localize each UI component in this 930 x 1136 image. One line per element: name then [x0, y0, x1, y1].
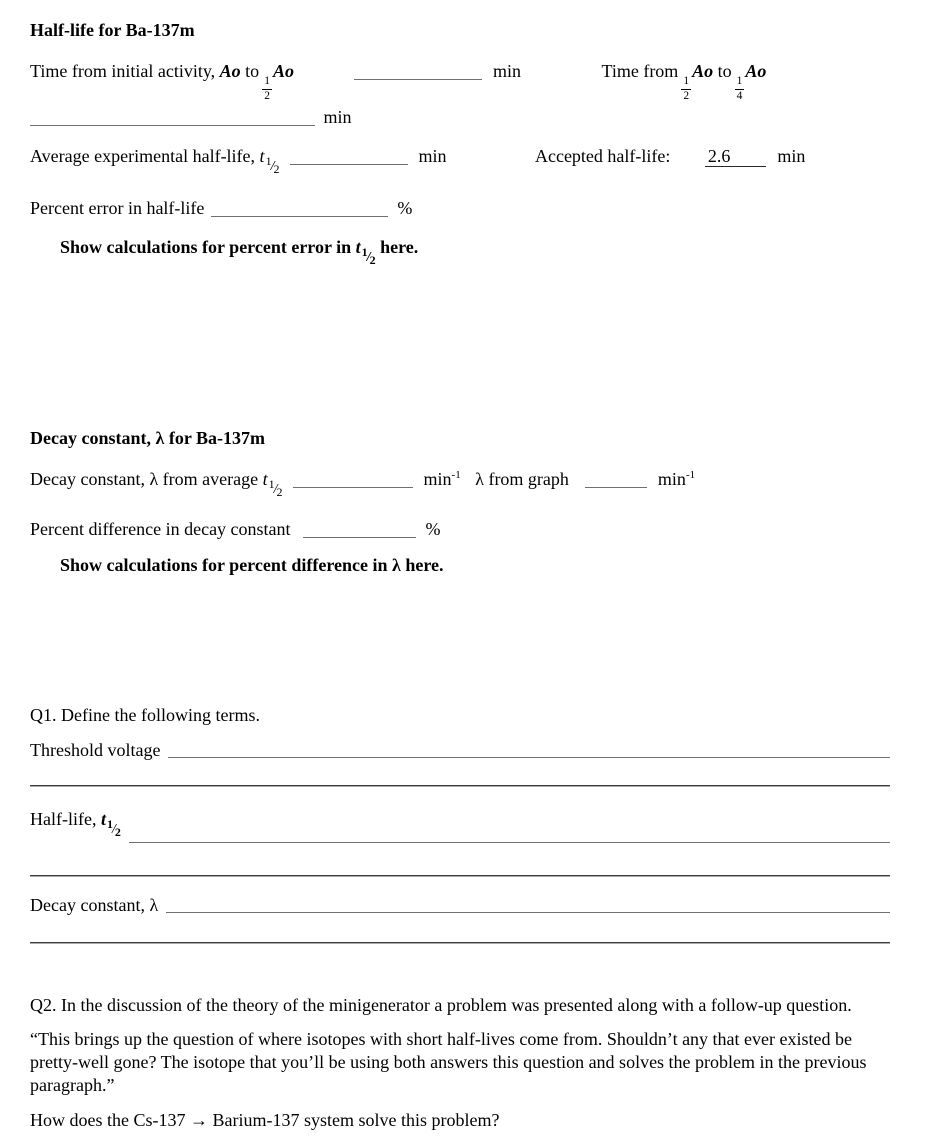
show-calc-percent-error: Show calculations for percent error in $t1_{/2}$ here. [60, 237, 419, 267]
fraction-one-half: $\frac{1}{2}$ [683, 75, 690, 102]
decay-constant-term-label: Decay constant, λ [30, 895, 159, 915]
avg-halflife-label: Average experimental half-life, [30, 146, 256, 166]
q1-title: Q1. Define the following terms. [30, 705, 260, 725]
blank-decay-from-avg[interactable] [293, 469, 413, 488]
min-inverse-unit: $\min^{-1}$ [423, 469, 461, 489]
lambda-from-graph-label: λ from graph [475, 469, 569, 489]
q1-decay-row [30, 894, 890, 916]
blank-time-to-half[interactable] [354, 61, 482, 80]
decay-constant-row [30, 462, 890, 505]
decay-from-avg-label: Decay constant, λ from average [30, 469, 259, 489]
time-half-to-quarter-label: Time from $\frac{1}{2}$ Ao to $\frac{1}{4}$ Ao [601, 61, 767, 102]
ao-symbol: Ao [745, 61, 767, 81]
halflife-section-heading: Half-life for Ba-137m [30, 20, 195, 40]
blank-percent-error[interactable] [211, 198, 388, 217]
t-half-symbol: $t1_{/2}$ [355, 237, 376, 267]
min-unit: min [777, 146, 806, 166]
percent-sign: % [425, 519, 441, 539]
q2-quote-paragraph: “This brings up the question of where isotopes with short half-lives come from. Shouldn’t any that ever existed be pretty-well gone? The isotope that you’ll be using both answers this question and solves the problem in the previous paragraph.” [30, 1029, 867, 1095]
answer-line[interactable] [30, 875, 890, 877]
blank-lambda-from-graph[interactable] [585, 469, 647, 488]
to-word: to [717, 61, 732, 81]
min-unit: min [418, 146, 447, 166]
answer-line[interactable] [30, 942, 890, 944]
blank-percent-difference[interactable] [303, 519, 416, 538]
percent-error-row [30, 197, 890, 220]
decay-section-heading: Decay constant, λ for Ba-137m [30, 428, 265, 448]
threshold-voltage-label: Threshold voltage [30, 740, 161, 760]
q1-halflife-row [30, 805, 890, 846]
accepted-halflife-value: 2.6 [705, 147, 766, 167]
q1-threshold-row [30, 739, 890, 761]
percent-error-label: Percent error in half-life [30, 198, 205, 218]
ao-symbol: Ao [692, 61, 714, 81]
ao-symbol: Ao [219, 61, 241, 81]
blank-threshold-voltage[interactable] [168, 739, 890, 758]
percent-sign: % [397, 198, 413, 218]
ao-symbol: Ao [272, 61, 294, 81]
to-word: to [245, 61, 260, 81]
min-inverse-unit: $\min^{-1}$ [657, 469, 696, 489]
halflife-term-label: Half-life, $t1_{/2}$ [30, 809, 121, 839]
time-initial-activity-row [30, 58, 890, 102]
q2-intro-paragraph: Q2. In the discussion of the theory of the minigenerator a problem was presented along with a follow-up question. [30, 995, 852, 1015]
t-half-symbol: $t1_{/2}$ [259, 146, 280, 176]
accepted-halflife-label: Accepted half-life: [534, 146, 671, 166]
answer-line[interactable] [30, 785, 890, 787]
average-halflife-row [30, 143, 890, 182]
show-calc-percent-difference: Show calculations for percent difference in λ here. [60, 555, 444, 575]
time-initial-label: Time from initial activity, [30, 61, 216, 81]
fraction-one-half: $\frac{1}{2}$ [264, 75, 270, 102]
min-unit: min [492, 61, 521, 81]
t-half-symbol: $t1_{/2}$ [262, 469, 283, 499]
blank-decay-definition[interactable] [166, 894, 890, 913]
percent-difference-row [30, 518, 890, 541]
blank-average-halflife[interactable] [290, 146, 408, 165]
blank-time-to-quarter[interactable] [30, 107, 315, 126]
blank-halflife-definition[interactable] [129, 805, 890, 843]
fraction-one-quarter: $\frac{1}{4}$ [736, 75, 743, 102]
min-unit: min [323, 107, 352, 127]
time-quarter-blank-row [30, 106, 890, 129]
percent-diff-label: Percent difference in decay constant [30, 519, 291, 539]
t-half-symbol: $t1_{/2}$ [100, 809, 121, 839]
q2-question: How does the Cs-137 → Barium-137 system solve this problem? [30, 1110, 500, 1130]
